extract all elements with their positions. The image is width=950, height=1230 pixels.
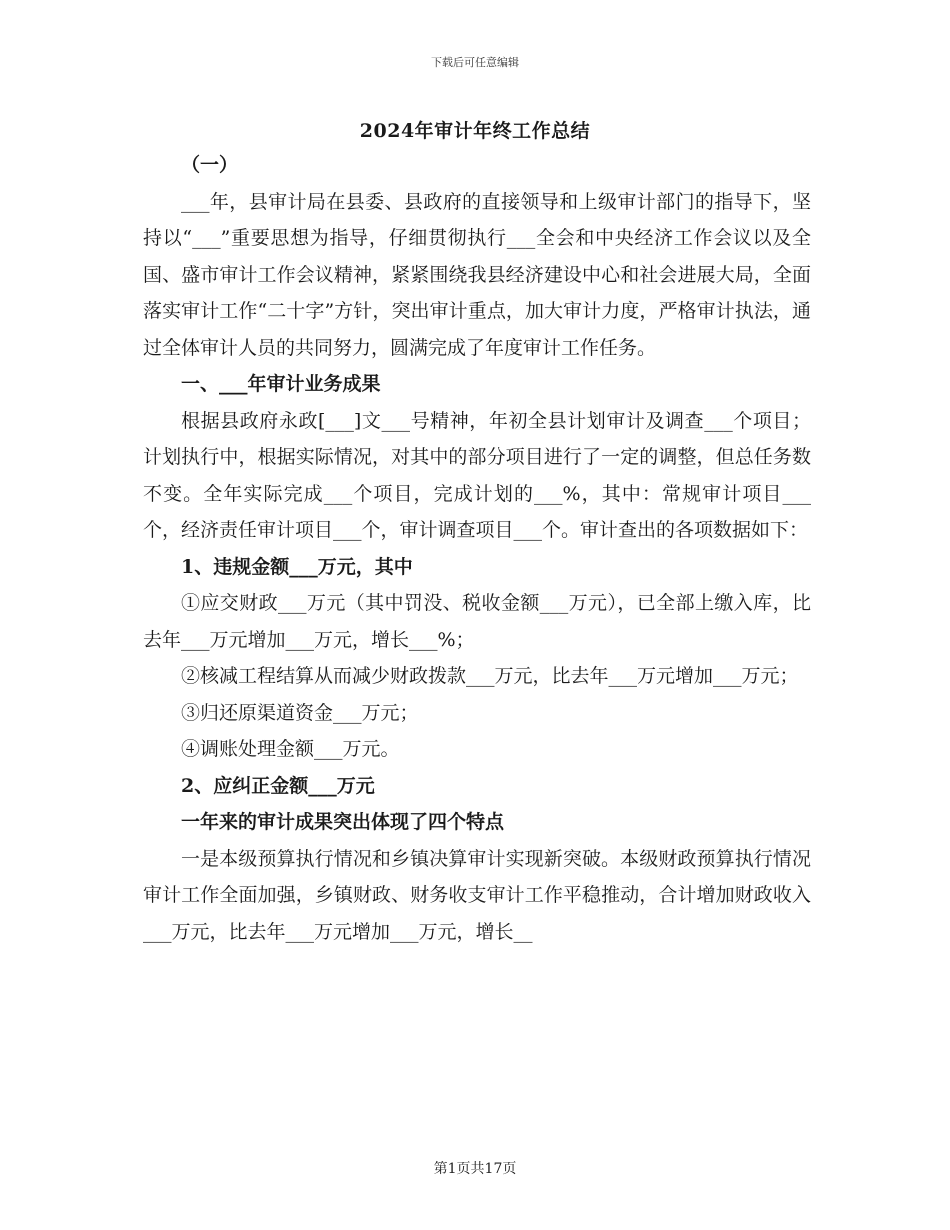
paragraph: ③归还原渠道资金___万元； (181, 701, 419, 724)
paragraph: 1、违规金额___万元，其中 (181, 555, 413, 578)
header-note: 下载后可任意编辑 (431, 56, 519, 69)
paragraph: ①应交财政___万元（其中罚没、税收金额___万元），已全部上缴入库，比去年___万元增加___万元，增长___%； (143, 592, 811, 651)
paragraph: ④调账处理金额___万元。 (181, 738, 400, 760)
paragraph: ②核减工程结算从而减少财政拨款___万元，比去年___万元增加___万元； (181, 665, 799, 687)
document-body (143, 147, 811, 950)
paragraph: （一） (181, 154, 239, 176)
paragraph: 一、___年审计业务成果 (181, 373, 381, 395)
paragraph: 一年来的审计成果突出体现了四个特点 (181, 811, 505, 833)
page-footer: 第1页共17页 (433, 1161, 517, 1177)
document-title: 2024年审计年终工作总结 (359, 120, 591, 142)
paragraph: ___年，县审计局在县委、县政府的直接领导和上级审计部门的指导下，坚持以“___”重要思想为指导，仔细贯彻执行___全会和中央经济工作会议以及全国、盛市审计工作会议精神，紧紧围绕我县经济建设中心和社会进展大局，全面落实审计工作“二十字”方针，突出审计重点，加大审计力度，严格审计执法，通过全体审计人员的共同努力，圆满完成了年度审计工作任务。 (143, 190, 811, 359)
paragraph: 一是本级预算执行情况和乡镇决算审计实现新突破。本级财政预算执行情况审计工作全面加强，乡镇财政、财务收支审计工作平稳推动，合计增加财政收入___万元，比去年___万元增加___万元，增长__ (143, 847, 811, 943)
paragraph: 根据县政府永政[___]文___号精神，年初全县计划审计及调查___个项目；计划执行中，根据实际情况，对其中的部分项目进行了一定的调整，但总任务数不变。全年实际完成___个项目，完成计划的___%，其中：常规审计项目___个，经济责任审计项目___个，审计调查项目___个。审计查出的各项数据如下： (143, 409, 811, 541)
paragraph: 2、应纠正金额___万元 (181, 774, 375, 797)
